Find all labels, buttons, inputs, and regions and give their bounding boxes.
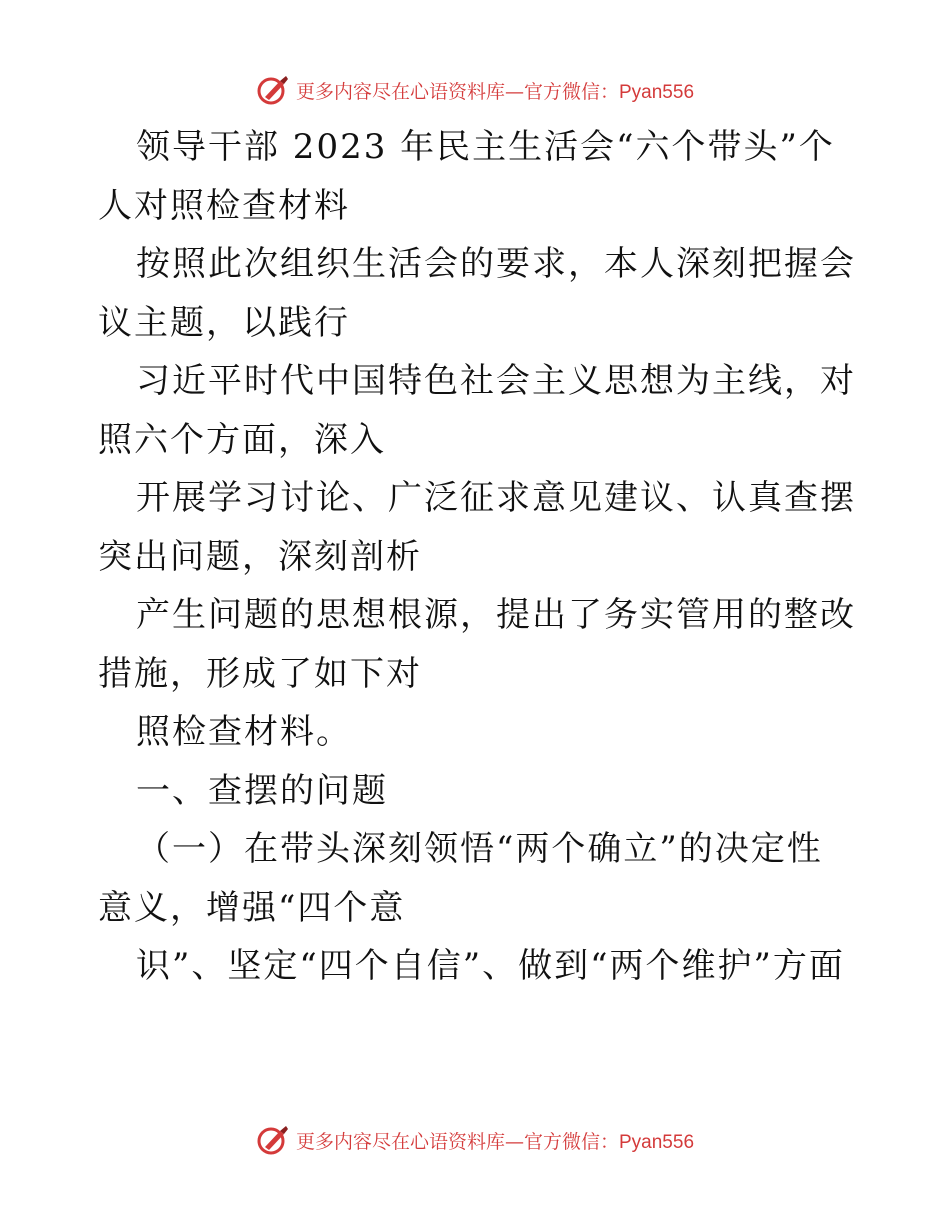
section-heading: 一、查摆的问题 bbox=[136, 770, 388, 811]
body-paragraph: 按照此次组织生活会的要求，本人深刻把握会议主题，以践行 bbox=[98, 244, 856, 343]
body-paragraph: 产生问题的思想根源，提出了务实管用的整改措施，形成了如下对 bbox=[98, 595, 856, 694]
body-paragraph: 习近平时代中国特色社会主义思想为主线，对照六个方面，深入 bbox=[98, 361, 856, 460]
header-watermark-banner bbox=[0, 70, 950, 110]
subsection-heading-continued: 识”、坚定“四个自信”、做到“两个维护”方面 bbox=[136, 946, 845, 986]
watermark-text: 更多内容尽在心语资料库—官方微信：Pyan556 bbox=[295, 80, 695, 103]
pen-logo-icon bbox=[256, 73, 290, 107]
watermark-text: 更多内容尽在心语资料库—官方微信：Pyan556 bbox=[295, 1130, 695, 1153]
body-paragraph: 照检查材料。 bbox=[136, 712, 352, 752]
pen-logo-icon bbox=[256, 1123, 290, 1157]
footer-watermark-banner bbox=[0, 1120, 950, 1160]
wechat-id: Pyan556 bbox=[619, 81, 695, 103]
wechat-id: Pyan556 bbox=[619, 1131, 695, 1153]
document-title: 领导干部 2023 年民主生活会“六个带头”个人对照检查材料 bbox=[98, 127, 835, 226]
body-paragraph: 开展学习讨论、广泛征求意见建议、认真查摆突出问题，深刻剖析 bbox=[98, 478, 856, 577]
document-body bbox=[98, 118, 856, 996]
subsection-heading: （一）在带头深刻领悟“两个确立”的决定性意义，增强“四个意 bbox=[98, 829, 823, 928]
